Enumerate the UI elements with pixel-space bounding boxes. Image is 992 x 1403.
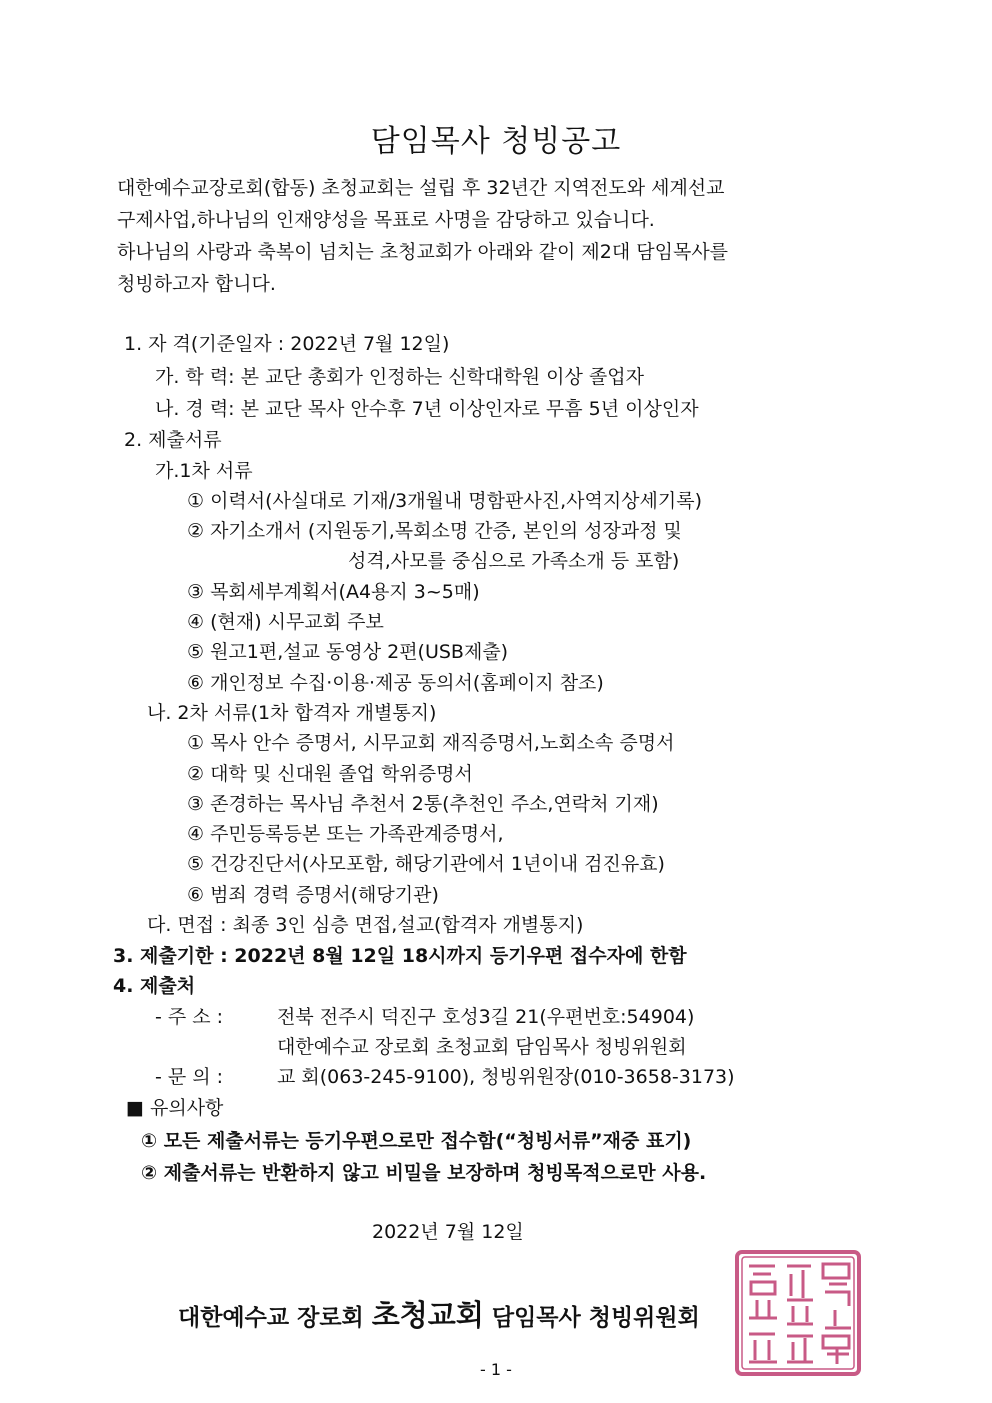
first-doc-item-2-cont: 성격,사모를 중심으로 가족소개 등 포함) [348, 550, 680, 572]
recipient-value: 대한예수교 장로회 초청교회 담임목사 청빙위원회 [277, 1036, 687, 1058]
section-3-deadline: 3. 제출기한 : 2022년 8월 12일 18시까지 등기우편 접수자에 한함 [113, 945, 687, 967]
second-doc-item-4: ④ 주민등록등본 또는 가족관계증명서, [187, 823, 504, 845]
address-value: 전북 전주시 덕진구 호성3길 21(우편번호:54904) [277, 1006, 695, 1028]
note-item-1: ① 모든 제출서류는 등기우편으로만 접수함(“청빙서류”재중 표기) [141, 1130, 692, 1152]
section-4-heading: 4. 제출처 [113, 975, 196, 997]
first-doc-item-2: ② 자기소개서 (지원동기,목회소명 간증, 본인의 성장과정 및 [187, 520, 682, 542]
second-doc-item-6: ⑥ 범죄 경력 증명서(해당기관) [187, 884, 439, 906]
contact-value: 교 회(063-245-9100), 청빙위원장(010-3658-3173) [277, 1066, 735, 1088]
first-doc-item-1: ① 이력서(사실대로 기재/3개월내 명함판사진,사역지상세기록) [187, 490, 703, 512]
intro-line-4: 청빙하고자 합니다. [117, 273, 276, 295]
note-item-2: ② 제출서류는 반환하지 않고 비밀을 보장하며 청빙목적으로만 사용. [141, 1162, 707, 1184]
footer-church-name: 초청교회 [371, 1298, 484, 1332]
section-2-heading: 2. 제출서류 [124, 429, 222, 451]
issue-date: 2022년 7월 12일 [372, 1221, 524, 1243]
first-doc-item-5: ⑤ 원고1편,설교 동영상 2편(USB제출) [187, 641, 509, 663]
notes-heading: ■ 유의사항 [126, 1097, 224, 1119]
first-doc-item-4: ④ (현재) 시무교회 주보 [187, 611, 384, 633]
section-2-second-heading: 나. 2차 서류(1차 합격자 개별통지) [147, 702, 437, 724]
section-2-first-heading: 가.1차 서류 [155, 460, 253, 482]
section-1-item-experience: 나. 경 력: 본 교단 목사 안수후 7년 이상인자로 무흠 5년 이상인자 [155, 398, 699, 420]
footer-org-suffix: 담임목사 청빙위원회 [491, 1305, 700, 1331]
section-1-item-education: 가. 학 력: 본 교단 총회가 인정하는 신학대학원 이상 졸업자 [155, 366, 644, 388]
address-label: - 주 소 : [155, 1006, 224, 1028]
page-title: 담임목사 청빙공고 [370, 124, 622, 159]
second-doc-item-1: ① 목사 안수 증명서, 시무교회 재직증명서,노회소속 증명서 [187, 732, 675, 754]
contact-label: - 문 의 : [155, 1066, 224, 1088]
second-doc-item-3: ③ 존경하는 목사님 추천서 2통(추천인 주소,연락처 기재) [187, 793, 659, 815]
second-doc-item-2: ② 대학 및 신대원 졸업 학위증명서 [187, 763, 473, 785]
section-1-heading: 1. 자 격(기준일자 : 2022년 7월 12일) [124, 333, 450, 355]
official-seal-stamp [733, 1248, 863, 1378]
first-doc-item-6: ⑥ 개인정보 수집·이용·제공 동의서(홈페이지 참조) [187, 672, 604, 694]
intro-line-1: 대한예수교장로회(합동) 초청교회는 설립 후 32년간 지역전도와 세계선교 [117, 177, 725, 199]
second-doc-item-5: ⑤ 건강진단서(사모포함, 해당기관에서 1년이내 검진유효) [187, 853, 665, 875]
first-doc-item-3: ③ 목회세부계획서(A4용지 3~5매) [187, 581, 480, 603]
page-number: - 1 - [480, 1360, 512, 1379]
intro-line-3: 하나님의 사랑과 축복이 넘치는 초청교회가 아래와 같이 제2대 담임목사를 [117, 241, 729, 263]
section-2-interview: 다. 면접 : 최종 3인 심층 면접,설교(합격자 개별통지) [147, 914, 584, 936]
footer-organization [178, 1293, 700, 1334]
intro-line-2: 구제사업,하나님의 인재양성을 목표로 사명을 감당하고 있습니다. [117, 209, 655, 231]
footer-org-prefix: 대한예수교 장로회 [178, 1305, 364, 1331]
